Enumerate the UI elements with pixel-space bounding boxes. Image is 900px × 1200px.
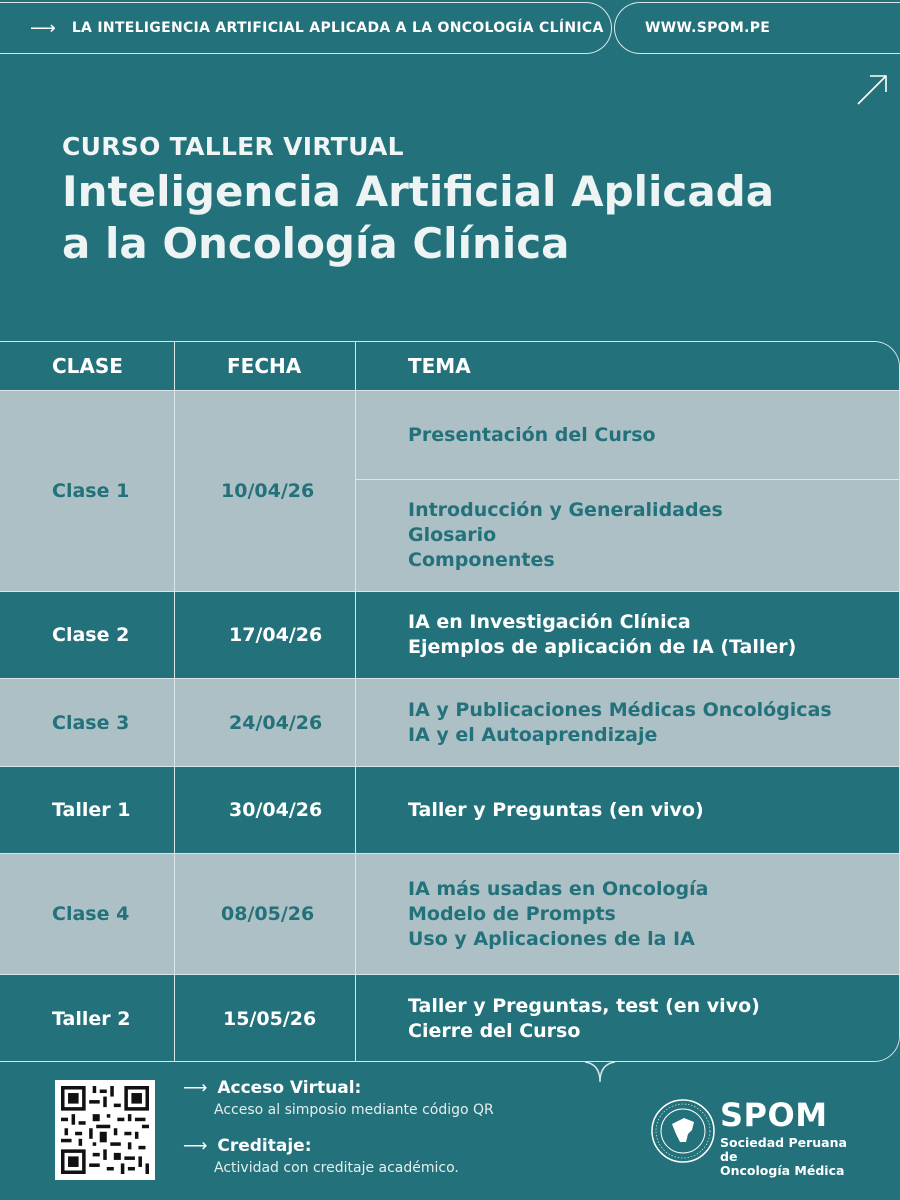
credit-title: Creditaje: — [217, 1136, 312, 1156]
course-type: CURSO TALLER VIRTUAL — [62, 132, 404, 161]
topic-line: Cierre del Curso — [408, 1020, 581, 1042]
access-title: Acceso Virtual: — [217, 1078, 362, 1098]
course-title — [62, 166, 882, 270]
row-fecha: 08/05/26 — [175, 854, 356, 974]
row-clase: Clase 4 — [0, 854, 175, 974]
row-tema — [356, 854, 900, 974]
top-bar — [0, 0, 900, 56]
header-clase: CLASE — [0, 342, 175, 390]
credit-info — [183, 1136, 459, 1176]
credit-desc: Actividad con creditaje académico. — [214, 1160, 459, 1176]
qr-code-icon — [61, 1086, 149, 1174]
logo-name: SPOM — [720, 1096, 828, 1134]
topic-line: Taller y Preguntas (en vivo) — [408, 798, 704, 821]
schedule-table — [0, 341, 900, 1062]
row-tema — [356, 767, 900, 853]
table-row — [0, 853, 900, 974]
table-row — [0, 766, 900, 853]
website-banner[interactable] — [614, 2, 900, 54]
row-clase: Clase 2 — [0, 592, 175, 678]
arrow-right-icon: ⟶ — [30, 17, 56, 39]
row-clase: Taller 2 — [0, 975, 175, 1062]
topic-line: IA y Publicaciones Médicas Oncológicas — [408, 698, 832, 721]
topic-line: Introducción y Generalidades — [408, 498, 723, 521]
row-clase: Clase 1 — [0, 391, 175, 591]
course-title-line-1: Inteligencia Artificial Aplicada — [62, 167, 775, 216]
table-row — [0, 591, 900, 678]
topic-line: Modelo de Prompts — [408, 902, 616, 925]
row-tema — [356, 391, 900, 591]
row-fecha: 24/04/26 — [175, 679, 356, 766]
row-fecha: 17/04/26 — [175, 592, 356, 678]
table-row — [0, 678, 900, 766]
topic-line: Ejemplos de aplicación de IA (Taller) — [408, 636, 797, 658]
arrow-up-right-icon — [854, 72, 890, 108]
row-tema — [356, 975, 900, 1062]
logo-subtitle: Sociedad Peruana de Oncología Médica — [720, 1135, 847, 1178]
spom-logo — [650, 1096, 860, 1178]
access-desc: Acceso al simposio mediante código QR — [214, 1102, 494, 1118]
course-title-line-2: a la Oncología Clínica — [62, 219, 570, 268]
topic-line: IA más usadas en Oncología — [408, 877, 709, 900]
topic-line: IA y el Autoaprendizaje — [408, 723, 658, 746]
header-fecha: FECHA — [175, 342, 356, 390]
table-row — [0, 390, 900, 591]
qr-code[interactable] — [55, 1080, 155, 1180]
table-header-row — [0, 342, 900, 390]
website-link[interactable]: WWW.SPOM.PE — [645, 20, 771, 36]
topic-line: Glosario — [408, 523, 497, 546]
table-row — [0, 974, 900, 1062]
topic-line: IA en Investigación Clínica — [408, 611, 691, 633]
course-topic-banner — [0, 2, 612, 54]
access-info — [183, 1078, 494, 1118]
header-tema: TEMA — [408, 354, 471, 378]
spom-seal-icon — [650, 1098, 716, 1164]
row-tema — [356, 592, 900, 678]
row-clase: Taller 1 — [0, 767, 175, 853]
row-clase: Clase 3 — [0, 679, 175, 766]
topic-line: Presentación del Curso — [408, 423, 656, 446]
arrow-right-icon: ⟶ — [183, 1136, 208, 1156]
row-tema — [356, 679, 900, 766]
course-topic-label: LA INTELIGENCIA ARTIFICIAL APLICADA A LA ONCOLOGÍA CLÍNICA — [71, 20, 604, 36]
arrow-right-icon: ⟶ — [183, 1078, 208, 1098]
row-fecha: 10/04/26 — [175, 391, 356, 591]
row-fecha: 15/05/26 — [175, 975, 356, 1062]
notch-decoration — [585, 1062, 615, 1082]
topic-line: Componentes — [408, 548, 555, 571]
topic-line: Taller y Preguntas, test (en vivo) — [408, 995, 760, 1017]
row-fecha: 30/04/26 — [175, 767, 356, 853]
topic-line: Uso y Aplicaciones de la IA — [408, 927, 695, 950]
